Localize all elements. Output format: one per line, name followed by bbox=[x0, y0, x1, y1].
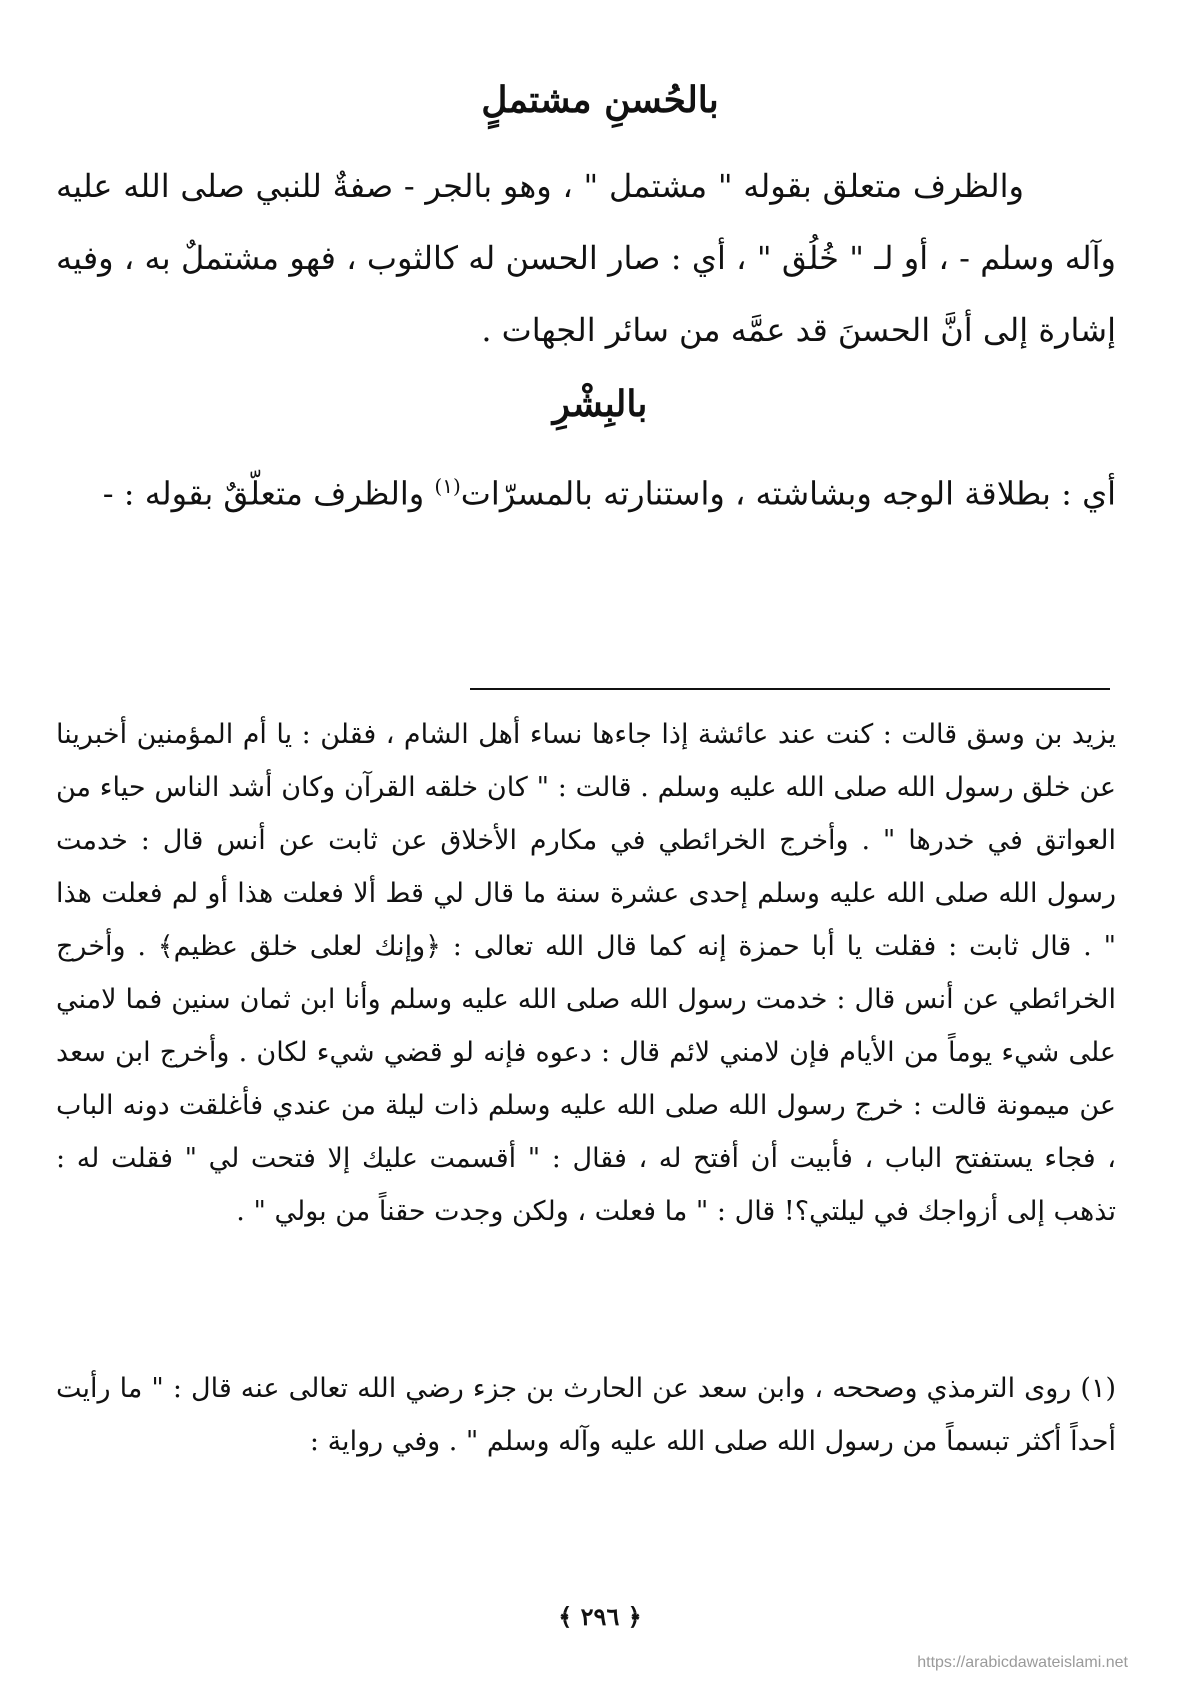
footnote-continuation bbox=[56, 708, 1116, 1238]
footnote-1 bbox=[56, 1362, 1116, 1468]
paragraph-text bbox=[56, 450, 1116, 530]
main-paragraph-1 bbox=[56, 150, 1116, 366]
page-number: ﴿ ٢٩٦ ﴾ bbox=[558, 1602, 642, 1631]
paragraph-text-end: والظرف متعلّقٌ بقوله : - bbox=[102, 474, 435, 513]
paragraph-text: والظرف متعلق بقوله " مشتمل " ، وهو بالجر - صفةٌ للنبي صلى الله عليه وآله وسلم - ، أو لـ " خُلُق " ، أي : صار الحسن له كالثوب ، فهو مشتملٌ به ، وفيه إشارة إلى أنَّ الحسنَ قد عمَّه من سائر الجهات . bbox=[56, 167, 1117, 349]
footnote-separator bbox=[470, 688, 1110, 690]
footnote-text: (١) روى الترمذي وصححه ، وابن سعد عن الحارث بن جزء رضي الله تعالى عنه قال : " ما رأيت أحداً أكثر تبسماً من رسول الله صلى الله عليه وآله وسلم " . وفي رواية : bbox=[56, 1373, 1116, 1457]
section-heading-husn: بالحُسنِ مشتملٍ bbox=[481, 79, 719, 121]
watermark-url: https://arabicdawateislami.net bbox=[917, 1654, 1128, 1671]
footnote-reference: (١) bbox=[434, 474, 461, 498]
paragraph-text-start: أي : بطلاقة الوجه وبشاشته ، واستنارته بالمسرّات bbox=[460, 474, 1116, 513]
footnote-text: يزيد بن وسق قالت : كنت عند عائشة إذا جاءها نساء أهل الشام ، فقلن : يا أم المؤمنين أخبرينا عن خلق رسول الله صلى الله عليه وسلم . قالت : " كان خلقه القرآن وكان أشد الناس حياء من العواتق في خدرها " . وأخرج الخرائطي في مكارم الأخلاق عن ثابت عن أنس قال : خدمت رسول الله صلى الله عليه وسلم إحدى عشرة سنة ما قال لي قط ألا فعلت هذا أو لم فعلت هذا " . قال ثابت : فقلت يا أبا حمزة إنه كما قال الله تعالى : ﴿وإنك لعلى خلق عظيم﴾ . وأخرج الخرائطي عن أنس قال : خدمت رسول الله صلى الله عليه وسلم وأنا ابن ثمان سنين فما لامني على شيء يوماً من الأيام فإن لامني لائم قال : دعوه فإنه لو قضي شيء لكان . وأخرج ابن سعد عن ميمونة قالت : خرج رسول الله صلى الله عليه وسلم ذات ليلة من عندي فأغلقت دونه الباب ، فجاء يستفتح الباب ، فأبيت أن أفتح له ، فقال : " أقسمت عليك إلا فتحت لي " فقلت له : تذهب إلى أزواجك في ليلتي؟! قال : " ما فعلت ، ولكن وجدت حقناً من بولي " . bbox=[56, 719, 1116, 1227]
main-paragraph-2 bbox=[56, 450, 1116, 530]
section-heading-bishr: بالبِشْرِ bbox=[552, 383, 648, 425]
